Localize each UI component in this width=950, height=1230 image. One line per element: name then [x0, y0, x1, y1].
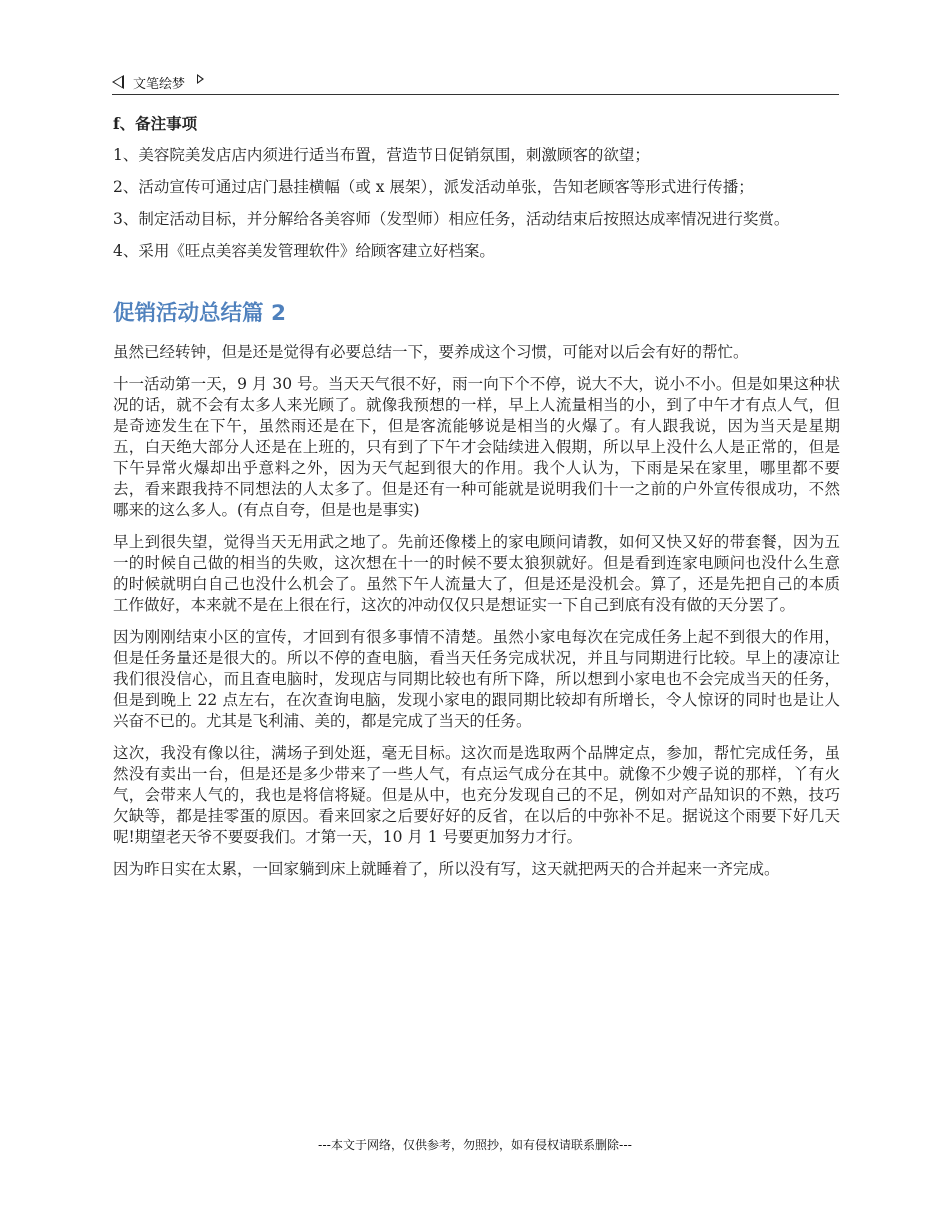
paragraph: 十一活动第一天，9 月 30 号。当天天气很不好，雨一向下个不停，说大不大，说小不小。但是如果这种状况的话，就不会有太多人来光顾了。就像我预想的一样，早上人流量相当的小，到了中午才有点人气，但是奇迹发生在下午，虽然雨还是在下，但是客流能够说是相当的火爆了。有人跟我说，因为当天是星期五，白天绝大部分人还是在上班的，只有到了下午才会陆续进入假期，所以早上没什么人是正常的，但是下午异常火爆却出乎意料之外，因为天气起到很大的作用。我个人认为，下雨是呆在家里，哪里都不要去，看来跟我持不同想法的人太多了。但是还有一种可能就是说明我们十一之前的户外宣传很成功，不然哪来的这么多人。(有点自夸，但是也是事实) — [113, 375, 840, 519]
triangle-left-icon — [112, 75, 124, 89]
notes-heading: f、备注事项 — [113, 114, 198, 133]
page-header — [112, 70, 839, 95]
section-body — [113, 342, 840, 880]
note-item: 2、活动宣传可通过店门悬挂横幅（或 x 展架），派发活动单张，告知老顾客等形式进行传播； — [113, 178, 754, 196]
page-footer: ---本文于网络，仅供参考，勿照抄，如有侵权请联系删除--- — [318, 1138, 632, 1152]
header-brand: 文笔绘梦 — [133, 76, 186, 92]
paragraph: 因为刚刚结束小区的宣传，才回到有很多事情不清楚。虽然小家电每次在完成任务上起不到很大的作用，但是任务量还是很大的。所以不停的查电脑，看当天任务完成状况，并且与同期进行比较。早上的凄凉让我们很没信心，而且查电脑时，发现店与同期比较也有所下降，所以想到小家电也不会完成当天的任务，但是到晚上 22 点左右，在次查询电脑，发现小家电的跟同期比较却有所增长，令人惊讶的同时也是让人兴奋不已的。尤其是飞利浦、美的，都是完成了当天的任务。 — [113, 628, 840, 730]
note-item: 4、采用《旺点美容美发管理软件》给顾客建立好档案。 — [113, 242, 495, 260]
document-body — [113, 113, 840, 891]
notes-section — [113, 113, 840, 262]
note-item: 1、美容院美发店店内须进行适当布置，营造节日促销氛围，刺激顾客的欲望； — [113, 146, 650, 164]
paragraph: 因为昨日实在太累，一回家躺到床上就睡着了，所以没有写，这天就把两天的合并起来一齐完成。 — [113, 860, 780, 878]
paragraph: 虽然已经转钟，但是还是觉得有必要总结一下，要养成这个习惯，可能对以后会有好的帮忙。 — [113, 343, 749, 361]
triangle-right-icon — [197, 74, 204, 84]
section-title: 促销活动总结篇 2 — [113, 301, 286, 326]
paragraph: 早上到很失望，觉得当天无用武之地了。先前还像楼上的家电顾问请教，如何又快又好的带套餐，因为五一的时候自己做的相当的失败，这次想在十一的时候不要太狼狈就好。但是看到连家电顾问也没什么生意的时候就明白自己也没什么机会了。虽然下午人流量大了，但是还是没机会。算了，还是先把自己的本质工作做好，本来就不是在上很在行，这次的冲动仅仅只是想证实一下自己到底有没有做的天分罢了。 — [113, 533, 840, 614]
note-item: 3、制定活动目标，并分解给各美容师（发型师）相应任务，活动结束后按照达成率情况进行奖赏。 — [113, 210, 790, 228]
paragraph: 这次，我没有像以往，满场子到处逛，毫无目标。这次而是选取两个品牌定点，参加，帮忙完成任务，虽然没有卖出一台，但是还是多少带来了一些人气，有点运气成分在其中。就像不少嫂子说的那样，丫有火气，会带来人气的，我也是将信将疑。但是从中，也充分发现自己的不足，例如对产品知识的不熟，技巧欠缺等，都是挂零蛋的原因。看来回家之后要好好的反省，在以后的中弥补不足。据说这个雨要下好几天呢!期望老天爷不要耍我们。才第一天，10 月 1 号要更加努力才行。 — [113, 744, 840, 846]
